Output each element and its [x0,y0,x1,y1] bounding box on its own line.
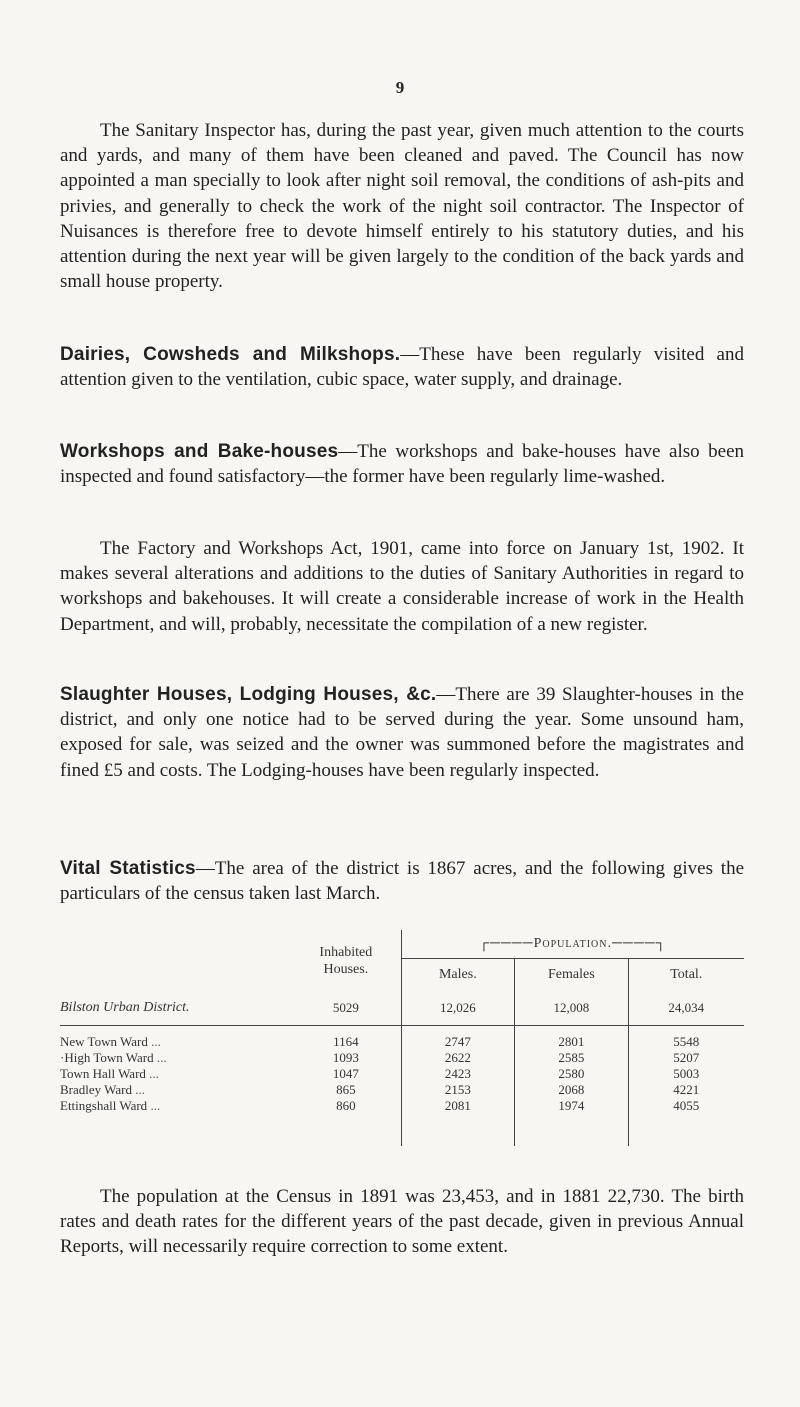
ward-females: 2801 [515,1026,629,1051]
males-header: Males. [401,959,514,992]
ward-name: New Town Ward [60,1034,148,1049]
ward-houses: 1093 [291,1050,401,1066]
ward-total: 4221 [673,1082,700,1097]
table-row: Town Hall Ward ... 1047 2423 2580 5003 [60,1066,744,1082]
ward-total: 5548 [673,1034,700,1049]
district-females: 12,008 [515,991,629,1026]
dairies-paragraph [60,342,744,392]
ward-total: 4055 [673,1098,700,1113]
ward-houses: 860 [291,1098,401,1146]
ward-houses: 865 [291,1082,401,1098]
ward-males: 2153 [401,1082,514,1098]
workshops-text: —The workshops and bake-houses have also been inspected and found satisfactory—the former have been regularly lime-washed. [60,441,745,488]
ward-females: 2068 [515,1082,629,1098]
ward-total: 5003 [673,1066,700,1081]
factory-act-paragraph: The Factory and Workshops Act, 1901, came into force on January 1st, 1902. It makes several alterations and additions to the duties of Sanitary Authorities in regard to workshops and bakehouses. It will create a considerable increase of work in the Health Department, and will, probably, necessitate the compilation of a new register. [60,538,744,635]
table-row: ·High Town Ward ... 1093 2622 2585 5207 [60,1050,744,1066]
ward-name: ·High Town Ward [60,1050,154,1065]
vital-statistics-text: —The area of the district is 1867 acres, and the following gives the particulars of the census taken last March. [60,858,745,905]
slaughter-text: —There are 39 Slaughter-houses in the district, and only one notice had to be served during the year. Some unsound ham, exposed for sale, was seized and the owner was summoned before the magistrates and fined £5 and costs. The Lodging-houses have been regularly inspected. [60,684,744,781]
houses-header-line2: Houses. [323,961,369,977]
ward-houses: 1047 [291,1066,401,1082]
district-males: 12,026 [401,991,514,1026]
ward-males: 2423 [401,1066,514,1082]
slaughter-houses-paragraph [60,682,744,783]
ward-total: 5207 [673,1050,700,1065]
district-name: Bilston Urban District. [60,991,291,1026]
district-row [60,991,744,1026]
sanitary-inspector-paragraph: The Sanitary Inspector has, during the past year, given much attention to the courts and yards, and many of them have been cleaned and paved. The Council has now appointed a man specially to look after night soil removal, the conditions of ash-pits and privies, and generally to check the work of the night soil contractor. The Inspector of Nuisances is therefore free to devote himself entirely to his statutory duties, and his attention during the next year will be given largely to the condition of the back yards and small house property. [60,120,744,293]
workshops-paragraph [60,439,744,489]
ward-males: 2081 [401,1098,514,1146]
population-header: ┌────Population.────┐ [401,930,744,959]
females-header: Females [515,959,629,992]
ward-females: 1974 [515,1098,629,1146]
ward-name: Ettingshall Ward [60,1098,148,1113]
houses-header-line1: Inhabited [319,944,373,960]
ward-males: 2747 [401,1026,514,1051]
vital-statistics-paragraph [60,856,744,906]
district-houses: 5029 [291,991,401,1026]
table-row: Bradley Ward ... 865 2153 2068 4221 [60,1082,744,1098]
ward-females: 2580 [515,1066,629,1082]
district-total: 24,034 [628,991,744,1026]
ward-name: Town Hall Ward [60,1066,146,1081]
slaughter-heading: Slaughter Houses, Lodging Houses, &c. [60,684,437,705]
total-header: Total. [670,967,703,982]
ward-name: Bradley Ward [60,1082,132,1097]
population-census-paragraph: The population at the Census in 1891 was 23,453, and in 1881 22,730. The birth rates and death rates for the different years of the past decade, given in previous Annual Reports, will necessarily require correction to some extent. [60,1186,744,1258]
inhabited-houses-header [291,930,401,991]
ward-houses: 1164 [291,1026,401,1051]
ward-females: 2585 [515,1050,629,1066]
vital-statistics-heading: Vital Statistics [60,858,196,879]
table-row: New Town Ward ... 1164 2747 2801 5548 [60,1026,744,1051]
page-number: 9 [395,78,405,97]
ward-males: 2622 [401,1050,514,1066]
workshops-heading: Workshops and Bake-houses [60,441,339,462]
dairies-heading: Dairies, Cowsheds and Milkshops. [60,344,401,365]
census-table [60,930,744,1146]
table-row: Ettingshall Ward ... 860 2081 1974 4055 [60,1098,744,1146]
dairies-text: —These have been regularly visited and attention given to the ventilation, cubic space, water supply, and drainage. [60,344,744,391]
